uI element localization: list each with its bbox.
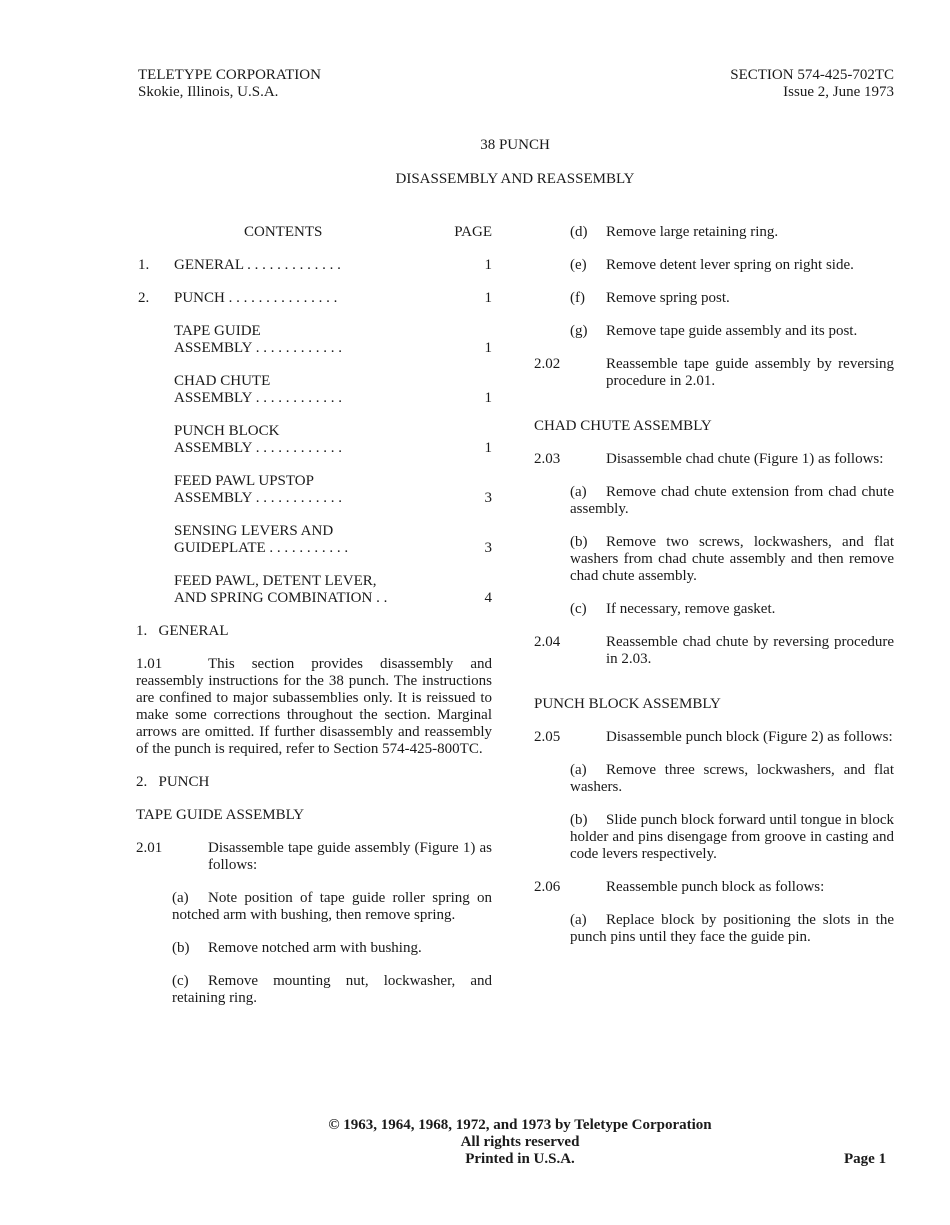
contents-row-page: 3 [484, 490, 492, 506]
procedure-step [570, 290, 894, 307]
contents-row-label [174, 373, 452, 407]
step-label: (a) [570, 912, 587, 928]
paragraph-2-04 [534, 634, 894, 668]
paragraph-text: Disassemble punch block (Figure 2) as follows: [606, 729, 893, 745]
step-text: Remove detent lever spring on right side. [606, 257, 854, 273]
contents-row-line: PUNCH BLOCK [174, 423, 280, 439]
contents-page-heading: PAGE [454, 224, 492, 240]
contents-row-line: ASSEMBLY . . . . . . . . . . . . [174, 440, 342, 456]
contents-row [136, 473, 492, 507]
step-text: Remove spring post. [606, 290, 730, 306]
paragraph-text: Disassemble chad chute (Figure 1) as follows: [606, 451, 884, 467]
paragraph-text: Reassemble tape guide assembly by reversing procedure in 2.01. [606, 356, 894, 389]
paragraph-number: 2.02 [534, 356, 561, 372]
contents-row [136, 423, 492, 457]
paragraph-number: 1.01 [136, 656, 163, 672]
chad-chute-heading: CHAD CHUTE ASSEMBLY [534, 418, 712, 434]
contents-row-label [174, 473, 452, 507]
contents-row-line: FEED PAWL, DETENT LEVER, [174, 573, 377, 589]
paragraph-number: 2.03 [534, 451, 561, 467]
right-column [534, 224, 894, 962]
paragraph-2-05 [534, 729, 894, 746]
step-text: Remove tape guide assembly and its post. [606, 323, 858, 339]
step-label: (c) [570, 601, 587, 617]
contents-row-page: 3 [484, 540, 492, 556]
paragraph-2-01 [136, 840, 492, 874]
contents-header [136, 224, 492, 244]
paragraph-2-02 [534, 356, 894, 390]
step-text: Replace block by positioning the slots in the punch pins until they face the guide pin. [570, 912, 894, 945]
step-label: (e) [570, 257, 587, 273]
paragraph-text: Reassemble chad chute by reversing procedure in 2.03. [606, 634, 894, 667]
paragraph-text: Reassemble punch block as follows: [606, 879, 825, 895]
paragraph-number: 2.06 [534, 879, 561, 895]
company-location: Skokie, Illinois, U.S.A. [138, 84, 279, 100]
header-right [560, 67, 894, 101]
contents-row-page: 1 [484, 257, 492, 273]
contents-row-line: AND SPRING COMBINATION . . [174, 590, 388, 606]
step-label: (b) [570, 812, 588, 828]
contents-row-line: ASSEMBLY . . . . . . . . . . . . [174, 390, 342, 406]
paragraph-2-06 [534, 879, 894, 896]
step-list [534, 762, 894, 863]
footer [0, 1117, 950, 1168]
procedure-step [570, 323, 894, 340]
paragraph-number: 2.04 [534, 634, 561, 650]
step-label: (a) [570, 762, 587, 778]
general-heading: 1. GENERAL [136, 623, 229, 639]
step-text: Note position of tape guide roller spring on notched arm with bushing, then remove spring. [172, 890, 492, 923]
procedure-step [172, 940, 492, 957]
contents-row-page: 1 [484, 290, 492, 306]
step-text: Slide punch block forward until tongue in block holder and pins disengage from groove in casting and code levers respectively. [570, 812, 894, 862]
contents-row-page: 1 [484, 390, 492, 406]
procedure-step [570, 762, 894, 796]
procedure-step [570, 484, 894, 518]
contents-row-line: TAPE GUIDE [174, 323, 261, 339]
contents-row-line: GUIDEPLATE . . . . . . . . . . . [174, 540, 349, 556]
left-column [136, 224, 492, 1023]
contents-row-line: GENERAL . . . . . . . . . . . . . [174, 257, 341, 273]
paragraph-text: Disassemble tape guide assembly (Figure 1) as follows: [208, 840, 492, 873]
step-label: (a) [172, 890, 189, 906]
procedure-step [172, 890, 492, 924]
step-list [534, 224, 894, 340]
header-left [138, 67, 438, 101]
contents-row-page: 1 [484, 440, 492, 456]
contents-row-label [174, 323, 452, 357]
procedure-step [570, 257, 894, 274]
punch-block-heading: PUNCH BLOCK ASSEMBLY [534, 696, 721, 712]
printed-notice: Printed in U.S.A. [465, 1151, 575, 1167]
step-label: (b) [570, 534, 588, 550]
contents-row-line: ASSEMBLY . . . . . . . . . . . . [174, 340, 342, 356]
procedure-step [570, 534, 894, 585]
contents-row-number: 1. [138, 257, 150, 273]
step-text: Remove two screws, lockwashers, and flat washers from chad chute assembly and then remove chad chute assembly. [570, 534, 894, 584]
contents-heading: CONTENTS [244, 224, 323, 240]
procedure-step [570, 224, 894, 241]
contents-row-line: SENSING LEVERS AND [174, 523, 334, 539]
paragraph-2-03 [534, 451, 894, 468]
rights-notice: All rights reserved [460, 1134, 580, 1150]
contents-row-label [174, 290, 452, 307]
step-label: (b) [172, 940, 190, 956]
step-text: Remove large retaining ring. [606, 224, 779, 240]
contents-row-page: 1 [484, 340, 492, 356]
step-text: Remove notched arm with bushing. [208, 940, 422, 956]
contents-row [136, 257, 492, 274]
step-label: (g) [570, 323, 588, 339]
contents-list [136, 257, 492, 607]
contents-row-line: ASSEMBLY . . . . . . . . . . . . [174, 490, 342, 506]
step-label: (c) [172, 973, 189, 989]
copyright-notice: © 1963, 1964, 1968, 1972, and 1973 by Teletype Corporation [328, 1117, 712, 1133]
contents-row [136, 323, 492, 357]
contents-row [136, 290, 492, 307]
procedure-step [172, 973, 492, 1007]
contents-row-label [174, 257, 452, 274]
section-number: SECTION 574-425-702TC [730, 67, 894, 83]
contents-row-label [174, 573, 452, 607]
step-text: Remove mounting nut, lockwasher, and retaining ring. [172, 973, 492, 1006]
contents-row-line: CHAD CHUTE [174, 373, 271, 389]
contents-row-label [174, 523, 452, 557]
contents-row [136, 373, 492, 407]
contents-row-label [174, 423, 452, 457]
document-title: 38 PUNCH [480, 137, 550, 153]
company-name: TELETYPE CORPORATION [138, 67, 321, 83]
step-list [534, 912, 894, 946]
step-text: If necessary, remove gasket. [606, 601, 776, 617]
document-subtitle: DISASSEMBLY AND REASSEMBLY [395, 171, 635, 187]
paragraph-number: 2.01 [136, 840, 163, 856]
step-label: (f) [570, 290, 585, 306]
step-label: (a) [570, 484, 587, 500]
step-label: (d) [570, 224, 588, 240]
contents-row-page: 4 [484, 590, 492, 606]
step-text: Remove chad chute extension from chad chute assembly. [570, 484, 894, 517]
contents-row [136, 523, 492, 557]
contents-row-line: FEED PAWL UPSTOP [174, 473, 314, 489]
contents-row-number: 2. [138, 290, 150, 306]
page-number: Page 1 [844, 1151, 887, 1167]
procedure-step [570, 812, 894, 863]
procedure-step [570, 912, 894, 946]
step-text: Remove three screws, lockwashers, and flat washers. [570, 762, 894, 795]
tape-guide-heading: TAPE GUIDE ASSEMBLY [136, 807, 305, 823]
punch-heading: 2. PUNCH [136, 774, 210, 790]
paragraph-number: 2.05 [534, 729, 561, 745]
procedure-step [570, 601, 894, 618]
paragraph-text: This section provides disassembly and reassembly instructions for the 38 punch. The instructions are confined to major subassemblies only. It is reissued to make some corrections throughout the section. Marginal arrows are omitted. If further disassembly and reassembly of the punch is required, refer to Section 574-425-800TC. [136, 656, 492, 757]
contents-row-line: PUNCH . . . . . . . . . . . . . . . [174, 290, 338, 306]
issue-date: Issue 2, June 1973 [783, 84, 894, 100]
step-list [534, 484, 894, 618]
paragraph-1-01 [136, 656, 492, 758]
contents-row [136, 573, 492, 607]
step-list [136, 890, 492, 1007]
